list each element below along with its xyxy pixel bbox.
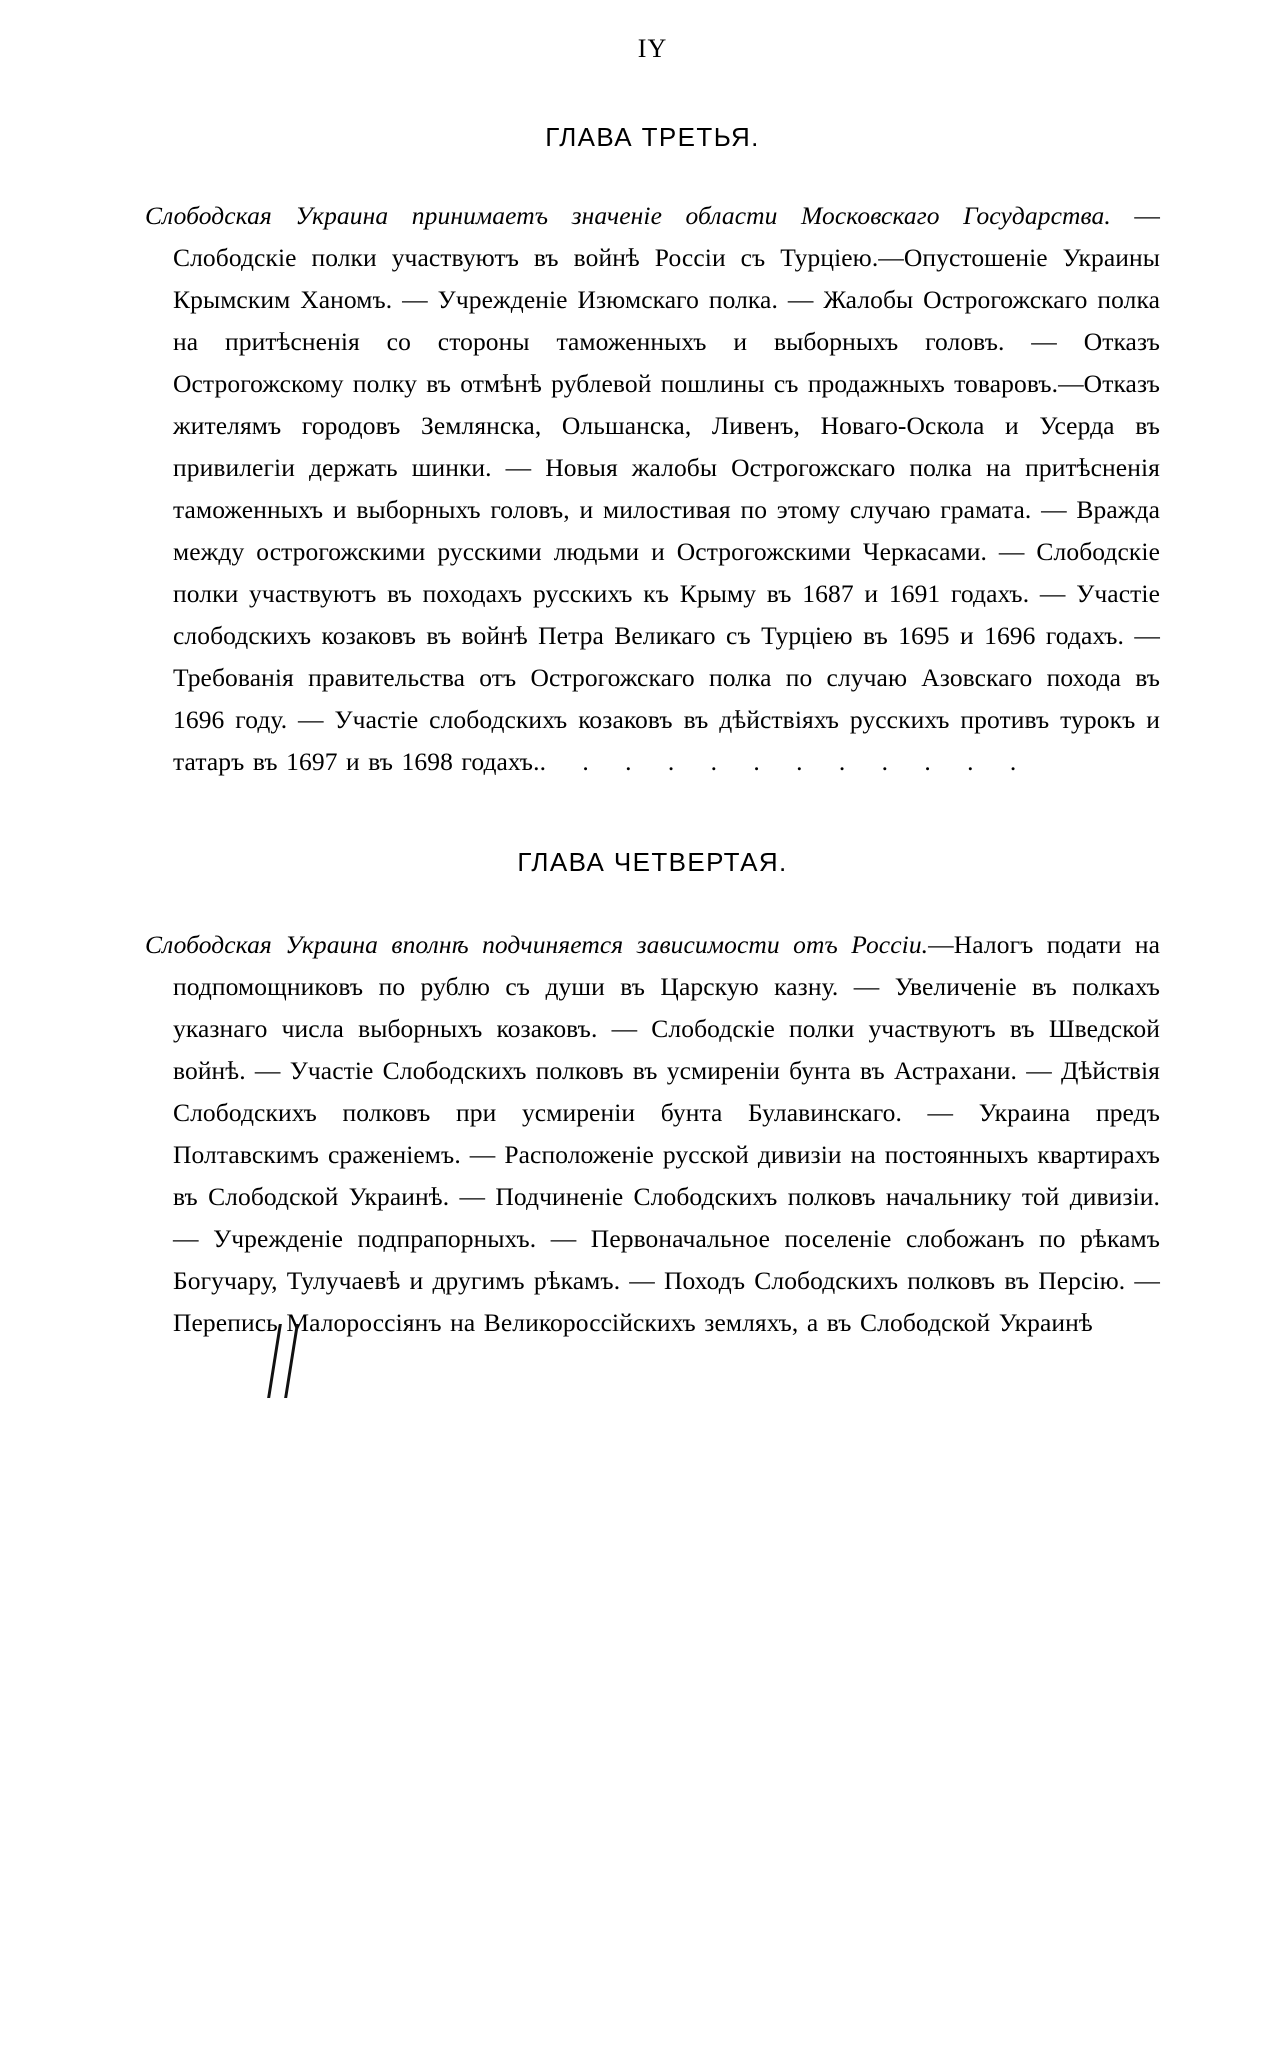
chapter-three-lead: Слободская Украина принимаетъ значеніе области Московскаго Государства. <box>145 201 1111 230</box>
page-number: IY <box>637 34 668 63</box>
chapter-heading-four: ГЛАВА ЧЕТВЕРТАЯ. <box>517 847 788 877</box>
chapter-three-dots: . . . . . . . . . . . . <box>539 747 1031 776</box>
chapter-four-summary <box>145 924 1160 1344</box>
chapter-three-body: — Слободскіе полки участвуютъ въ войнѣ Россіи съ Турціею.—Опустошеніе Украины Крымским Ханомъ. — Учрежденіе Изюмскаго полка. — Жалобы Острогожскаго полка на притѣсненія со стороны таможенныхъ и выборныхъ головъ. — Отказъ Острогожскому полку въ отмѣнѣ рублевой пошлины съ продажныхъ товаровъ.—Отказъ жителямъ городовъ Землянска, Ольшанска, Ливенъ, Новаго-Оскола и Усерда въ привилегіи держать шинки. — Новыя жалобы Острогожскаго полка на притѣсненія таможенныхъ и выборныхъ головъ, и милостивая по этому случаю грамата. — Вражда между острогожскими русскими людьми и Острогожскими Черкасами. — Слободскіе полки участвуютъ въ походахъ русскихъ къ Крыму въ 1687 и 1691 годахъ. — Участіе слободскихъ козаковъ въ войнѣ Петра Великаго съ Турціею въ 1695 и 1696 годахъ. — Требованія правительства отъ Острогожскаго полка по случаю Азовскаго похода въ 1696 году. — Участіе слободскихъ козаковъ въ дѣйствіяхъ русскихъ противъ турокъ и татаръ въ 1697 и въ 1698 годахъ. <box>173 201 1160 776</box>
chapter-heading-three: ГЛАВА ТРЕТЬЯ. <box>545 122 760 152</box>
chapter-three-summary <box>145 195 1160 783</box>
chapter-four-body: —Налогъ подати на подпомощниковъ по рублю съ души въ Царскую казну. — Увеличеніе въ полкахъ указнаго числа выборныхъ козаковъ. — Слободскіе полки участвуютъ въ Шведской войнѣ. — Участіе Слободскихъ полковъ въ усмиреніи бунта въ Астрахани. — Дѣйствія Слободскихъ полковъ при усмиреніи бунта Булавинскаго. — Украина предъ Полтавскимъ сраженіемъ. — Расположеніе русской дивизіи на постоянныхъ квартирахъ въ Слободской Украинѣ. — Подчиненіе Слободскихъ полковъ начальнику той дивизіи. — Учрежденіе подпрапорныхъ. — Первоначальное поселеніе слобожанъ по рѣкамъ Богучару, Тулучаевѣ и другимъ рѣкамъ. — Походъ Слободскихъ полковъ въ Персію. — Перепись Малороссіянъ на Великороссійскихъ земляхъ, а въ Слободской Украинѣ <box>173 930 1161 1337</box>
chapter-four-lead: Слободская Украина вполнѣ подчиняется зависимости отъ Россіи. <box>145 930 929 959</box>
chapter-four-block <box>145 924 1160 1344</box>
